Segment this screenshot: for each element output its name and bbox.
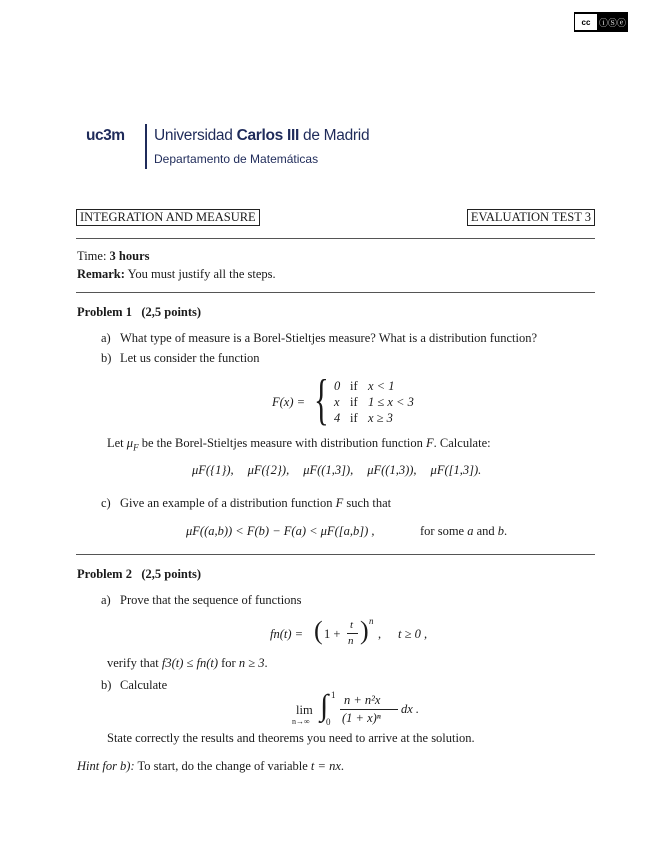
fn-comma: , [378,627,382,641]
fn-frac-den: n [348,635,354,647]
integral-sign: ∫ [320,689,329,722]
fn-expression [314,614,376,650]
problem1-a-text: What type of measure is a Borel-Stieltjes measure? What is a distribution function? [120,331,538,345]
cc-attribution-icons: ⓘⓈⓔ [599,17,627,28]
measure-item: μF([1,3]). [430,463,482,477]
header-rule [76,238,595,239]
problem1-b-followup: Let $\mu_F$ be the Borel-Stieltjes measure with distribution function F. Calculate: [107,436,491,453]
case-row: 4 if x ≥ 3 [334,411,393,425]
problem1-c-marker: c) [101,496,111,510]
case-row: 0 if x < 1 [334,379,395,393]
fn-exponent: n [369,616,374,626]
logo-divider [145,124,147,169]
problem1-b-text: Let us consider the function [120,351,260,365]
problem1-c-text: Give an example of a distribution function F such that [120,496,392,510]
department-name: Departamento de Matemáticas [154,152,319,166]
fn-frac-num: t [350,619,354,631]
verify-line: verify that f3(t) ≤ fn(t) for n ≥ 3. [107,656,268,670]
measure-item: μF((1,3)), [367,463,417,477]
problem1-heading: Problem 1 (2,5 points) [77,305,202,319]
cc-logo: cc [575,14,597,30]
problem2-a-text: Prove that the sequence of functions [120,593,302,607]
piecewise-lhs: F(x) = [272,395,306,409]
test-title: EVALUATION TEST 3 [467,209,595,226]
state-text: State correctly the results and theorems you need to arrive at the solution. [107,731,475,745]
integral-lower: 0 [326,717,331,727]
limit-subscript: n→∞ [292,717,310,726]
fn-right-paren: ) [360,616,369,645]
time-line: Time: 3 hours [77,249,150,263]
university-name: Universidad Carlos III de Madrid [154,127,370,144]
measures-list [192,462,481,478]
case-row: x if 1 ≤ x < 3 [334,395,414,409]
problem1-a-marker: a) [101,331,111,345]
piecewise-brace: { [314,369,329,431]
uc3m-logo: uc3m [86,127,125,144]
measure-item: μF({2}), [247,463,290,477]
problem2-heading: Problem 2 (2,5 points) [77,567,202,581]
integrand-numerator: n + n²x [344,693,381,707]
problem2-b-marker: b) [101,678,112,692]
fn-one-plus: 1 + [324,627,341,641]
hint-line: Hint for b): To start, do the change of variable t = nx. [77,759,344,773]
measure-item: μF((1,3]), [303,463,354,477]
piecewise-cases [334,378,414,426]
problem1-c-formula: μF((a,b)) < F(b) − F(a) < μF([a,b]) , [186,524,375,538]
integrand-denominator: (1 + x)ⁿ [342,711,381,725]
limit-integral [290,689,420,728]
problem1-b-marker: b) [101,351,112,365]
info-rule [76,292,595,293]
measure-item: μF({1}), [192,463,234,477]
fn-condition: t ≥ 0 , [398,627,428,641]
limit-label: lim [296,703,313,717]
problem1-rule [76,554,595,555]
integral-upper: 1 [331,690,336,700]
fn-lhs: fn(t) = [270,627,304,641]
course-title: INTEGRATION AND MEASURE [76,209,260,226]
problem1-c-suffix: for some a and b. [420,524,508,538]
problem2-a-marker: a) [101,593,111,607]
fn-left-paren: ( [314,616,323,645]
remark-line: Remark: You must justify all the steps. [77,267,276,281]
integrand-dx: dx . [401,702,420,716]
problem2-b-text: Calculate [120,678,168,692]
cc-license-badge [574,12,628,32]
